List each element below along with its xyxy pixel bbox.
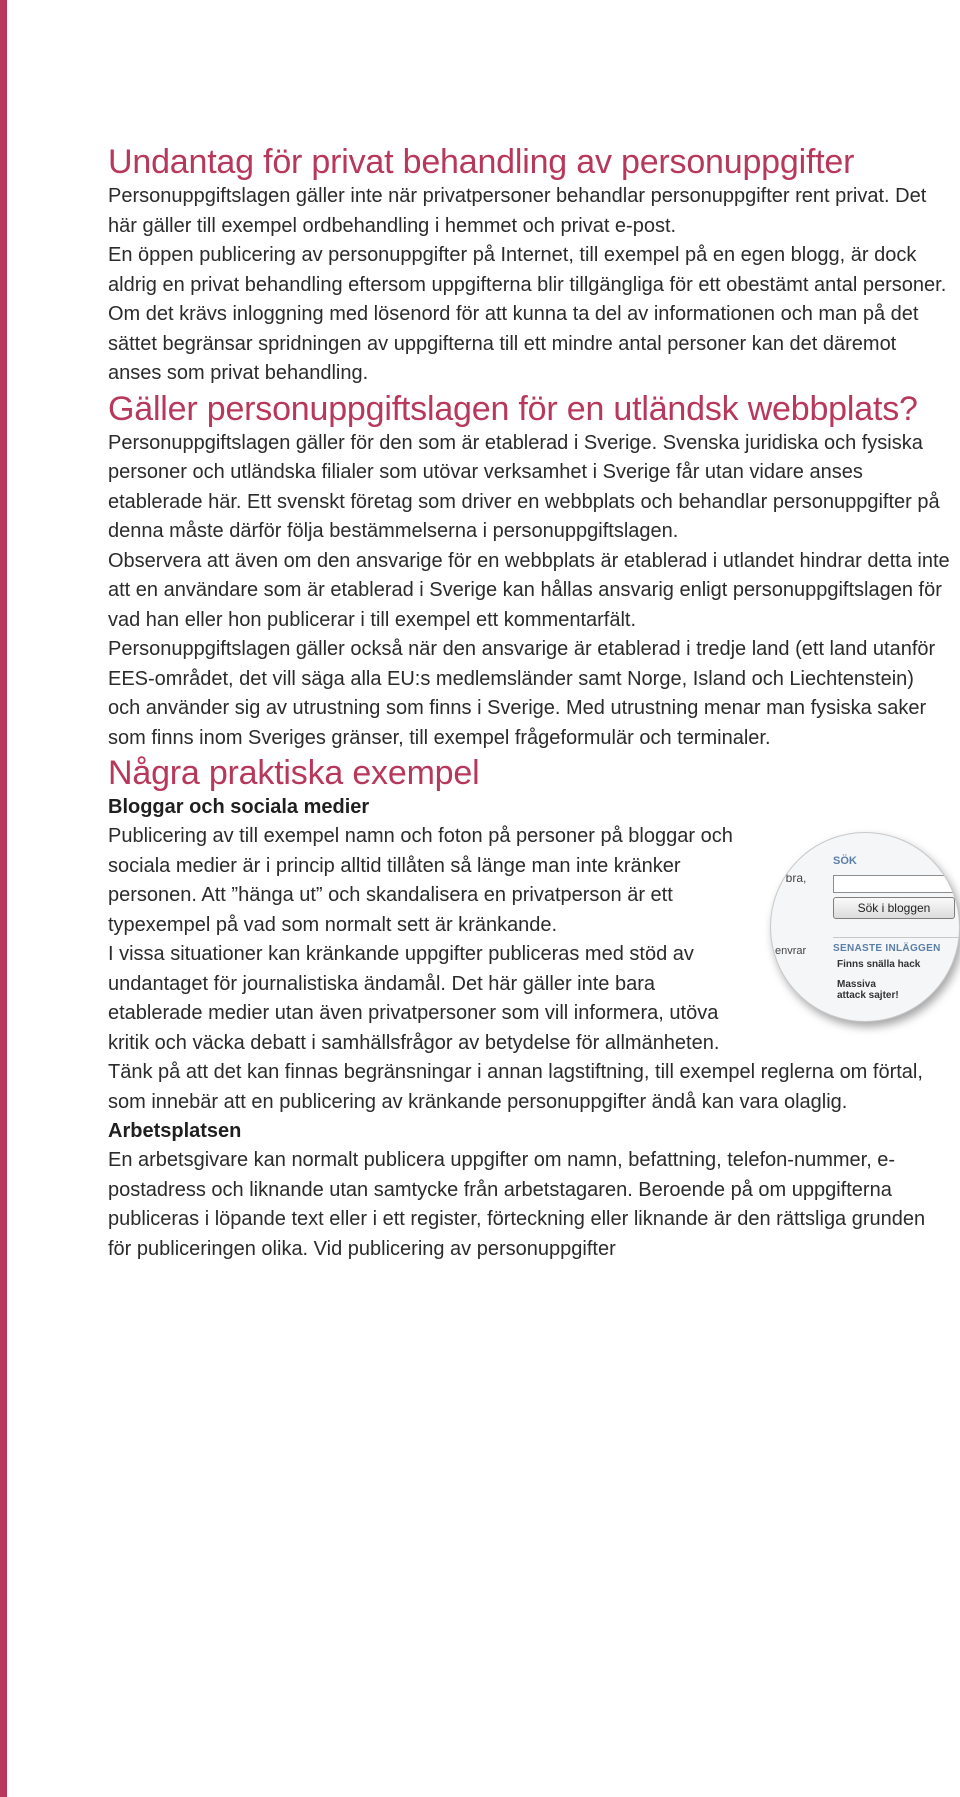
page-edge-accent-bar [0,0,7,1797]
paragraph: Tänk på att det kan finnas begränsningar i annan lagstiftning, till exempel reglerna om förtal, som innebär att en publicering av kränkande personuppgifter ändå kan vara olaglig. [108,1061,923,1113]
section-heading-foreign-website: Gäller personuppgiftslagen för en utländsk webbplats? [108,389,918,428]
thumbnail-text-fragment: envrar [775,945,807,957]
subheading-blogs-social-media: Bloggar och sociala medier [108,796,370,818]
paragraph: Publicering av till exempel namn och foton på personer på bloggar och sociala medier är i princip alltid tillåten så länge man inte kränker personen. Att ”hänga ut” och skandalisera en privatperson är ett typexempel på vad som normalt sett är kränkande. [108,825,733,936]
thumbnail-search-label: SÖK [833,855,857,867]
thumbnail-search-input [833,875,960,893]
subheading-workplace: Arbetsplatsen [108,1120,242,1142]
paragraph: En arbetsgivare kan normalt publicera uppgifter om namn, befattning, telefon-nummer, e-postadress och liknande utan samtycke från arbetstagaren. Beroende på om uppgifterna publiceras i löpande text eller i ett register, förteckning eller liknande är den rättsliga grunden för publiceringen olika. Vid publicering av personuppgifter [108,1149,926,1260]
thumbnail-text-fragment: , bra, [779,871,807,885]
thumbnail-search-button: Sök i bloggen [833,897,955,919]
paragraph: En öppen publicering av personuppgifter på Internet, till exempel på en egen blogg, är dock aldrig en privat behandling eftersom uppgifterna blir tillgängliga för ett obestämt antal personer. Om det krävs inloggning med lösenord för att kunna ta del av informationen och man på det sättet begränsar spridningen av uppgifterna till ett mindre antal personer kan det däremot anses som privat behandling. [108,244,947,384]
section-heading-private-processing: Undantag för privat behandling av personuppgifter [108,143,855,181]
thumbnail-content [771,833,959,1021]
thumbnail-post-link: Finns snälla hack [837,959,921,970]
paragraph: Personuppgiftslagen gäller också när den ansvarige är etablerad i tredje land (ett land utanför EES-området, det vill säga alla EU:s medlemsländer samt Norge, Island och Liechtenstein) och använder sig av utrustning som finns i Sverige. Med utrustning menar man fysiska saker som finns inom Sveriges gränser, till exempel frågeformulär och terminaler. [108,638,936,749]
thumbnail-circle-frame [770,832,960,1022]
paragraph: Personuppgiftslagen gäller inte när privatpersoner behandlar personuppgifter rent privat. Det här gäller till exempel ordbehandling i hemmet och privat e-post. [108,185,927,237]
section-heading-practical-examples: Några praktiska exempel [108,754,480,792]
thumbnail-latest-posts-label: SENASTE INLÄGGEN [833,943,941,954]
thumbnail-divider [833,937,960,938]
thumbnail-post-link: Massiva attack sajter! [837,979,899,1001]
document-content [108,142,950,1264]
paragraph: Observera att även om den ansvarige för en webbplats är etablerad i utlandet hindrar detta inte att en användare som är etablerad i Sverige kan hållas ansvarig enligt personuppgiftslagen för vad han eller hon publicerar i till exempel ett kommentarfält. [108,549,950,631]
blog-screenshot-thumbnail [762,828,960,1024]
paragraph: I vissa situationer kan kränkande uppgifter publiceras med stöd av undantaget för journalistiska ändamål. Det här gäller inte bara etablerade medier utan även privatpersoner som vill informera, utöva kritik och väcka debatt i samhällsfrågor av betydelse för allmänheten. [108,943,720,1054]
paragraph: Personuppgiftslagen gäller för den som är etablerad i Sverige. Svenska juridiska och fysiska personer och utländska filialer som utövar verksamhet i Sverige får utan vidare anses etablerade här. Ett svenskt företag som driver en webbplats och behandlar personuppgifter på denna måste därför följa bestämmelserna i personuppgiftslagen. [108,431,940,542]
